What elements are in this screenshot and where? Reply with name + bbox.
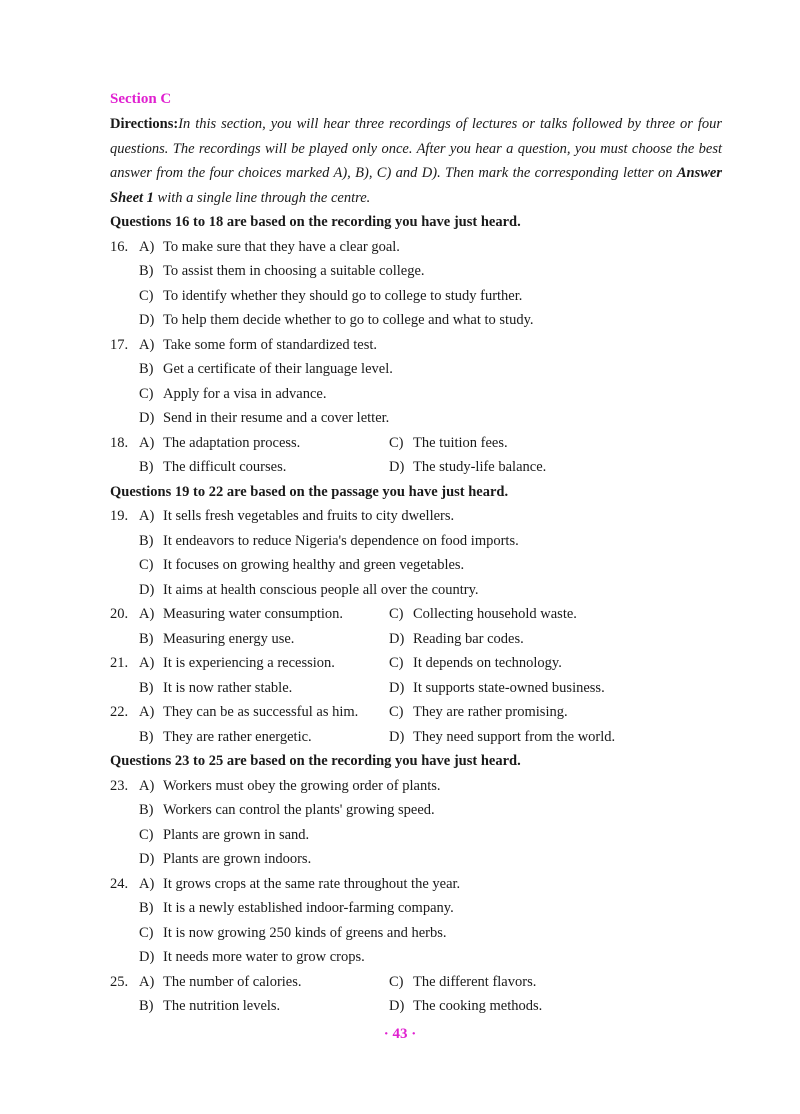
question-row [110, 921, 722, 946]
option-letter: C) [139, 385, 154, 402]
question-number: 18. [110, 434, 129, 451]
question-number [110, 896, 139, 921]
question-number: 19. [110, 508, 129, 524]
option-letter: A) [139, 508, 155, 524]
answer-option[interactable] [139, 896, 722, 921]
directions [110, 112, 722, 210]
option-text: It aims at health conscious people all over the country. [163, 581, 479, 598]
answer-option[interactable] [389, 994, 722, 1019]
answer-option[interactable] [139, 431, 389, 456]
option-text: It grows crops at the same rate throughout the year. [163, 875, 461, 892]
answer-option[interactable] [139, 921, 722, 946]
question-row [110, 455, 722, 480]
answer-option[interactable] [139, 284, 722, 309]
question-number [110, 823, 139, 848]
question-row [110, 529, 722, 554]
question-number [110, 627, 139, 652]
question-number: 22. [110, 704, 129, 720]
option-text: Send in their resume and a cover letter. [163, 410, 390, 426]
option-letter: C) [389, 655, 404, 671]
page-number: · 43 · [383, 1026, 417, 1042]
question-row [110, 284, 722, 309]
question-number [110, 945, 139, 970]
question-row [110, 602, 722, 627]
question-row [110, 798, 722, 823]
question-number [110, 994, 139, 1019]
answer-option[interactable] [389, 725, 722, 750]
question-list [110, 774, 722, 1019]
option-letter: A) [139, 704, 155, 720]
question-number: 24. [110, 875, 129, 892]
question-row [110, 235, 722, 260]
option-letter: B) [139, 900, 154, 916]
option-text: It supports state-owned business. [413, 679, 605, 696]
answer-option[interactable] [139, 627, 389, 652]
answer-option[interactable] [139, 357, 722, 382]
question-number: 17. [110, 336, 129, 353]
question-row [110, 578, 722, 603]
option-letter: C) [389, 704, 404, 720]
option-text: They can be as successful as him. [163, 704, 359, 720]
option-letter: D) [389, 459, 405, 475]
option-text: Reading bar codes. [413, 630, 524, 647]
question-row [110, 406, 722, 431]
question-number [110, 529, 139, 554]
question-number [110, 676, 139, 701]
option-text: Measuring energy use. [163, 630, 295, 647]
option-text: The tuition fees. [413, 434, 508, 451]
question-row [110, 504, 722, 529]
answer-option[interactable] [139, 970, 389, 995]
question-row [110, 945, 722, 970]
option-text: Measuring water consumption. [163, 606, 344, 622]
option-letter: B) [139, 679, 154, 696]
question-row [110, 651, 722, 676]
option-letter: C) [139, 557, 154, 573]
answer-option[interactable] [389, 970, 722, 995]
answer-option[interactable] [389, 627, 722, 652]
question-row [110, 431, 722, 456]
question-row [110, 896, 722, 921]
option-letter: D) [139, 312, 155, 328]
answer-option[interactable] [139, 823, 722, 848]
option-letter: A) [139, 606, 155, 622]
question-number: 21. [110, 655, 129, 671]
option-letter: A) [139, 777, 155, 794]
question-row [110, 823, 722, 848]
answer-option[interactable] [389, 431, 722, 456]
question-number [110, 382, 139, 407]
option-letter: C) [139, 826, 154, 843]
answer-option[interactable] [139, 651, 389, 676]
question-group-header: Questions 23 to 25 are based on the recording you have just heard. [110, 753, 521, 769]
question-row [110, 676, 722, 701]
option-text: It sells fresh vegetables and fruits to city dwellers. [163, 508, 455, 524]
option-text: Workers can control the plants' growing speed. [163, 802, 435, 818]
directions-text-end: with a single line through the centre. [157, 189, 371, 206]
answer-option[interactable] [139, 578, 722, 603]
option-text: Take some form of standardized test. [163, 336, 377, 353]
answer-option[interactable] [139, 382, 722, 407]
option-text: The different flavors. [413, 973, 537, 990]
option-letter: A) [139, 434, 155, 451]
question-number [110, 308, 139, 333]
option-text: They need support from the world. [413, 728, 616, 745]
option-letter: B) [139, 532, 154, 549]
answer-option[interactable] [139, 945, 722, 970]
option-text: Apply for a visa in advance. [163, 385, 327, 402]
answer-sheet-label: Answer Sheet 1 [110, 165, 722, 206]
option-letter: D) [389, 998, 405, 1014]
option-letter: D) [139, 949, 155, 965]
option-text: It endeavors to reduce Nigeria's dependence on food imports. [163, 532, 519, 549]
question-groups [110, 210, 722, 1019]
option-letter: B) [139, 630, 154, 647]
question-group-header: Questions 19 to 22 are based on the passage you have just heard. [110, 483, 509, 500]
option-letter: B) [139, 361, 154, 377]
option-text: To identify whether they should go to college to study further. [163, 287, 523, 304]
answer-option[interactable] [389, 676, 722, 701]
option-letter: D) [139, 851, 155, 867]
question-row [110, 553, 722, 578]
question-row [110, 382, 722, 407]
answer-option[interactable] [139, 235, 722, 260]
option-text: It is now growing 250 kinds of greens and herbs. [163, 924, 447, 941]
question-number [110, 406, 139, 431]
question-number [110, 284, 139, 309]
section-title: Section C [110, 91, 172, 107]
answer-option[interactable] [139, 406, 722, 431]
question-row [110, 308, 722, 333]
question-row [110, 994, 722, 1019]
exam-page [110, 88, 722, 1019]
option-text: Workers must obey the growing order of plants. [163, 777, 441, 794]
option-text: To help them decide whether to go to college and what to study. [163, 312, 534, 328]
answer-option[interactable] [139, 602, 389, 627]
question-row [110, 970, 722, 995]
answer-option[interactable] [139, 455, 389, 480]
option-text: The cooking methods. [413, 998, 543, 1014]
answer-option[interactable] [139, 847, 722, 872]
option-letter: D) [139, 410, 155, 426]
option-text: It is experiencing a recession. [163, 655, 335, 671]
option-letter: C) [389, 434, 404, 451]
option-text: It is now rather stable. [163, 679, 293, 696]
directions-label: Directions: [110, 116, 179, 132]
answer-option[interactable] [139, 529, 722, 554]
option-text: To assist them in choosing a suitable college. [163, 263, 425, 279]
option-text: The nutrition levels. [163, 998, 281, 1014]
answer-option[interactable] [389, 602, 722, 627]
option-text: Plants are grown in sand. [163, 826, 310, 843]
option-letter: D) [389, 679, 405, 696]
option-text: They are rather energetic. [163, 728, 312, 745]
question-row [110, 774, 722, 799]
option-letter: D) [389, 630, 405, 647]
option-text: The study-life balance. [413, 459, 547, 475]
answer-option[interactable] [139, 872, 722, 897]
question-number [110, 259, 139, 284]
option-text: Collecting household waste. [413, 606, 577, 622]
question-group-header: Questions 16 to 18 are based on the recording you have just heard. [110, 214, 521, 230]
option-text: To make sure that they have a clear goal. [163, 238, 400, 255]
question-number [110, 725, 139, 750]
answer-option[interactable] [139, 994, 389, 1019]
answer-option[interactable] [139, 333, 722, 358]
option-letter: B) [139, 459, 154, 475]
option-text: The adaptation process. [163, 434, 301, 451]
option-letter: C) [139, 924, 154, 941]
question-number: 16. [110, 238, 129, 255]
question-row [110, 627, 722, 652]
option-text: It needs more water to grow crops. [163, 949, 365, 965]
option-letter: C) [389, 973, 404, 990]
option-letter: A) [139, 973, 155, 990]
option-letter: A) [139, 655, 155, 671]
option-text: Plants are grown indoors. [163, 851, 312, 867]
question-row [110, 333, 722, 358]
directions-text: In this section, you will hear three recordings of lectures or talks followed by three or four questions. The recordings will be played only once. After you hear a question, you must choose the best answer from the four choices marked A), B), C) and D). Then mark the corresponding letter on [110, 116, 722, 181]
answer-option[interactable] [389, 455, 722, 480]
question-number [110, 357, 139, 382]
answer-option[interactable] [139, 700, 389, 725]
answer-option[interactable] [139, 725, 389, 750]
question-number [110, 455, 139, 480]
question-number [110, 847, 139, 872]
question-row [110, 725, 722, 750]
answer-option[interactable] [139, 259, 722, 284]
answer-option[interactable] [139, 308, 722, 333]
option-text: They are rather promising. [413, 704, 568, 720]
option-letter: D) [389, 728, 405, 745]
option-letter: C) [389, 606, 404, 622]
option-letter: A) [139, 336, 155, 353]
question-list [110, 235, 722, 480]
question-row [110, 259, 722, 284]
answer-option[interactable] [139, 798, 722, 823]
option-letter: A) [139, 238, 155, 255]
question-number [110, 921, 139, 946]
question-number [110, 553, 139, 578]
option-letter: A) [139, 875, 155, 892]
option-letter: B) [139, 263, 154, 279]
question-number [110, 578, 139, 603]
question-row [110, 700, 722, 725]
option-text: It depends on technology. [413, 655, 562, 671]
option-letter: B) [139, 802, 154, 818]
answer-option[interactable] [139, 504, 722, 529]
option-text: Get a certificate of their language level. [163, 361, 393, 377]
question-number: 20. [110, 606, 129, 622]
question-row [110, 847, 722, 872]
question-list [110, 504, 722, 749]
option-letter: B) [139, 998, 154, 1014]
answer-option[interactable] [389, 651, 722, 676]
answer-option[interactable] [139, 774, 722, 799]
option-text: It focuses on growing healthy and green vegetables. [163, 557, 465, 573]
answer-option[interactable] [389, 700, 722, 725]
question-row [110, 357, 722, 382]
option-text: The difficult courses. [163, 459, 287, 475]
question-number: 23. [110, 777, 129, 794]
question-number [110, 798, 139, 823]
question-number: 25. [110, 973, 129, 990]
option-letter: B) [139, 728, 154, 745]
option-text: It is a newly established indoor-farming company. [163, 900, 454, 916]
option-letter: C) [139, 287, 154, 304]
answer-option[interactable] [139, 676, 389, 701]
answer-option[interactable] [139, 553, 722, 578]
option-letter: D) [139, 581, 155, 598]
option-text: The number of calories. [163, 973, 302, 990]
question-row [110, 872, 722, 897]
